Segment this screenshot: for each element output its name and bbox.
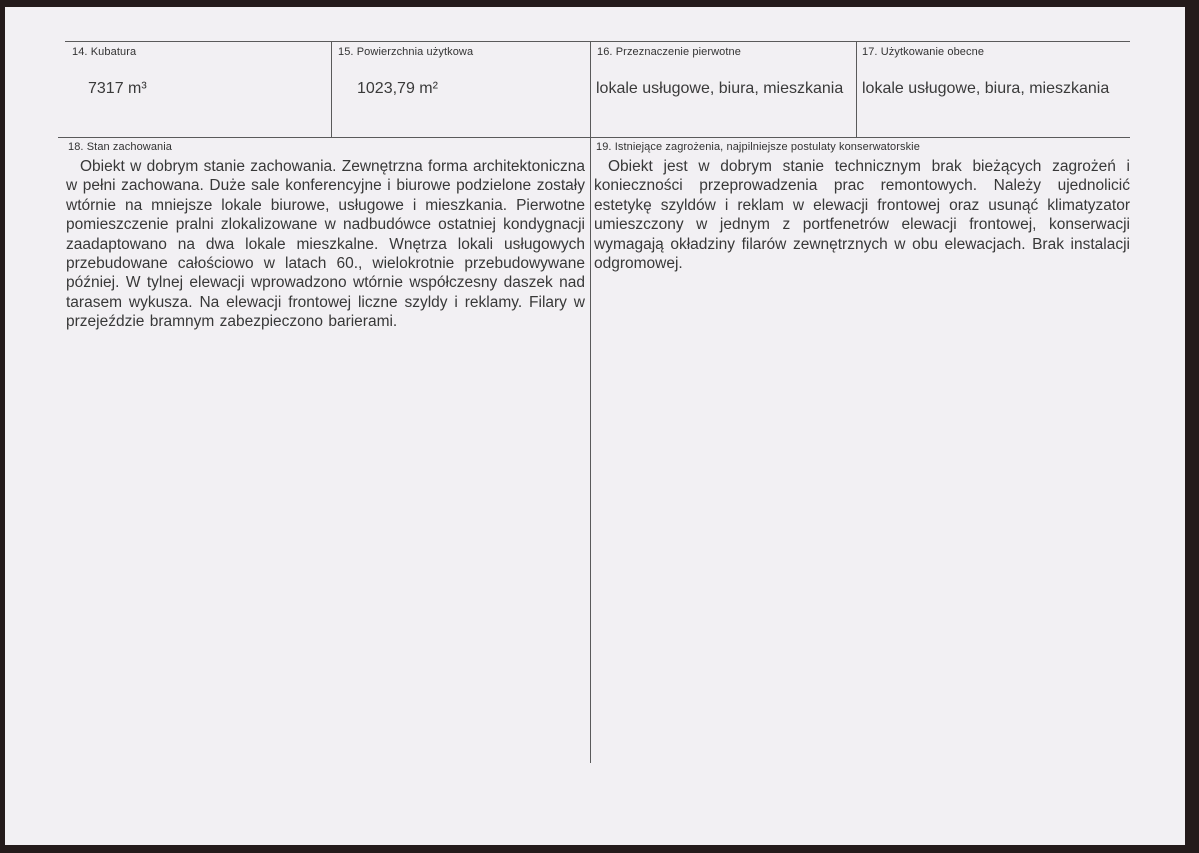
field-15-label: 15. Powierzchnia użytkowa: [338, 46, 474, 58]
field-14-label: 14. Kubatura: [72, 46, 137, 58]
field-17-label: 17. Użytkowanie obecne: [862, 46, 985, 58]
form-middle-border-line: [58, 137, 1130, 138]
field-17-value: lokale usługowe, biura, mieszkania: [862, 80, 1110, 97]
scanned-form-page: [5, 7, 1185, 845]
section-18-text: Obiekt w dobrym stanie zachowania. Zewnętrzna forma architektoniczna w pełni zachowana. Duże sale konferencyjne i biurowe podzielone zostały wtórnie na mniejsze lokale biurowe, usługowe i mieszkania. Pierwotne pomieszczenie pralni zlokalizowane w nadbudówce ostatniej kondygnacji zaadaptowano na dwa lokale mieszkalne. Wnętrza lokali usługowych przebudowane całościowo w latach 60., wielokrotnie przebudowywane później. W tylnej elewacji wprowadzono wtórnie współczesny daszek nad tarasem wykusza. Na elewacji frontowej liczne szyldy i reklamy. Filary w przejeździe bramnym zabezpieczono barierami.: [66, 158, 585, 331]
field-16-label: 16. Przeznaczenie pierwotne: [597, 46, 741, 58]
form-top-border-line: [65, 41, 1130, 42]
field-15-value: 1023,79 m²: [357, 80, 438, 97]
section-19-text: Obiekt jest w dobrym stanie technicznym brak bieżących zagrożeń i konieczności przeprowadzenia prac remontowych. Należy ujednolicić estetykę szyldów i reklam w elewacji frontowej oraz usunąć klimatyzator umieszczony w jednym z portfenetrów elewacji frontowej, konserwacji wymagają okładziny filarów zewnętrznych w obu elewacjach. Brak instalacji odgromowej.: [594, 158, 1130, 273]
center-column-divider: [590, 41, 591, 763]
field-16-value: lokale usługowe, biura, mieszkania: [596, 80, 844, 97]
section-18-label: 18. Stan zachowania: [68, 141, 173, 153]
field-14-value: 7317 m³: [88, 80, 147, 97]
divider-field14-field15: [331, 41, 332, 137]
divider-field16-field17: [856, 41, 857, 137]
section-19-label: 19. Istniejące zagrożenia, najpilniejsze postulaty konserwatorskie: [596, 141, 920, 153]
